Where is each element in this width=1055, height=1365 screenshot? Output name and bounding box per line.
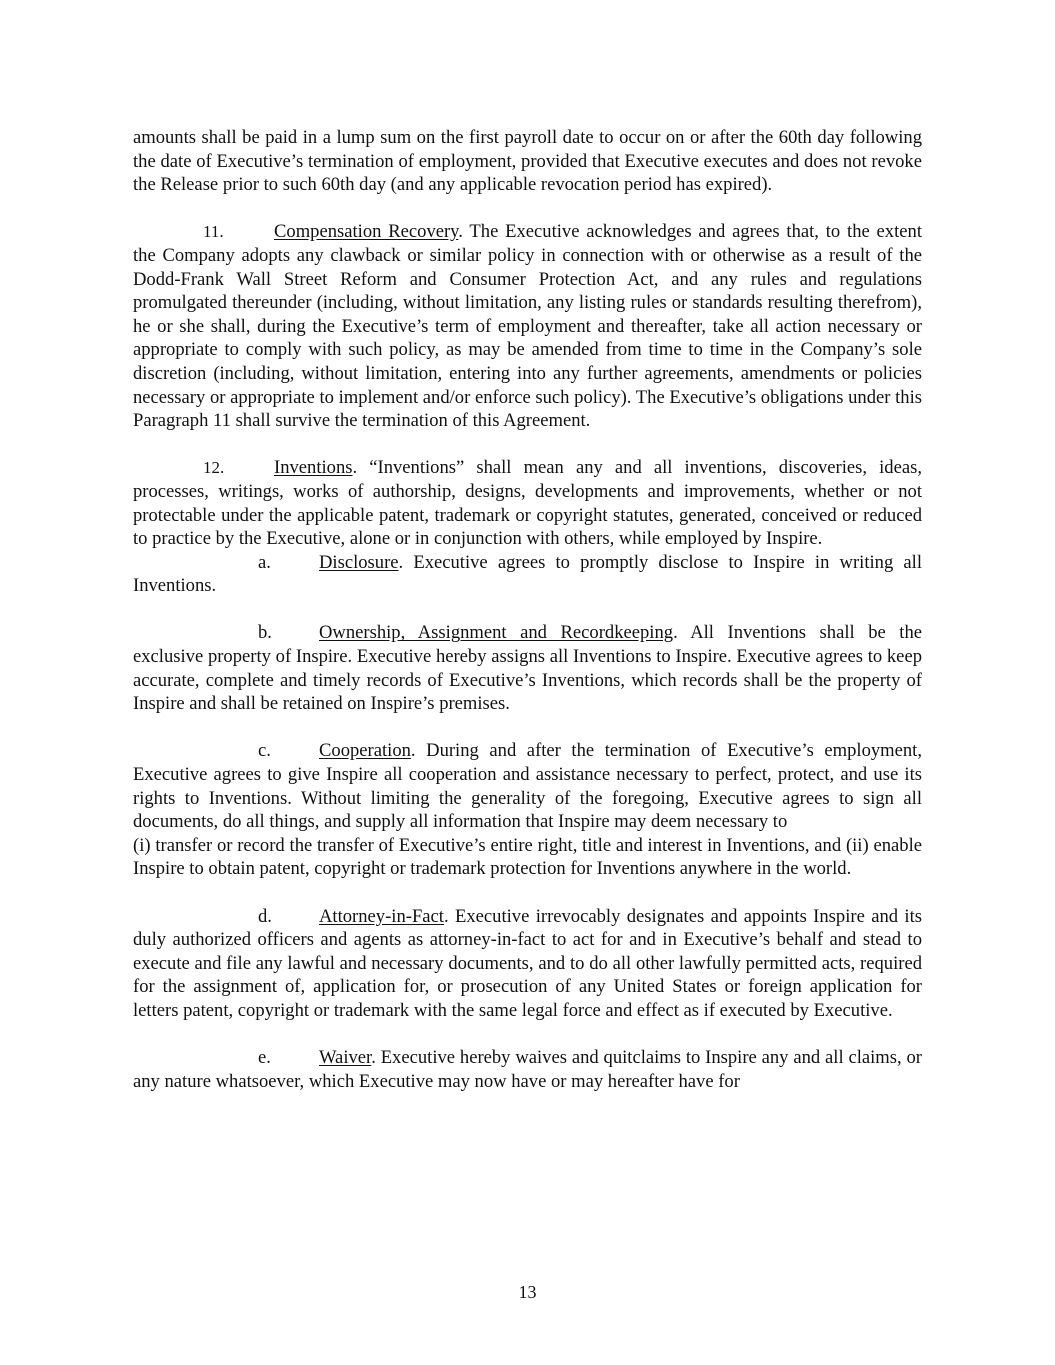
subsection-e	[133, 1046, 922, 1093]
subsection-a-body: . Executive agrees to promptly disclose to Inspire in writing all Inventions.	[133, 551, 922, 597]
subsection-a	[133, 551, 922, 598]
section-11	[133, 220, 922, 432]
section-12-body: . “Inventions” shall mean any and all inventions, discoveries, ideas, processes, writings, works of authorship, designs, developments and improvements, whether or not protectable under the applicable patent, trademark or copyright statutes, generated, conceived or reduced to practice by the Executive, alone or in conjunction with others, while employed by Inspire.	[133, 457, 922, 550]
subsection-e-body: . Executive hereby waives and quitclaims to Inspire any and all claims, or any nature whatsoever, which Executive may now have or may hereafter have for	[133, 1047, 922, 1092]
subsection-d-letter: d.	[258, 905, 272, 927]
section-12	[133, 456, 922, 550]
page-number: 13	[518, 1282, 537, 1302]
subsection-b-heading: Ownership, Assignment and Recordkeeping	[319, 622, 674, 644]
section-11-heading: Compensation Recovery	[274, 221, 459, 243]
subsection-b	[133, 621, 922, 715]
subsection-e-heading: Waiver	[319, 1047, 372, 1069]
subsection-d	[133, 905, 922, 1023]
subsection-c	[133, 739, 922, 833]
intro-paragraph: amounts shall be paid in a lump sum on the first payroll date to occur on or after the 60th day following the date of Executive’s termination of employment, provided that Executive executes and does not revoke the Release prior to such 60th day (and any applicable revocation period has expired).	[133, 127, 922, 196]
subsection-d-heading: Attorney-in-Fact	[319, 905, 444, 927]
subsection-b-letter: b.	[258, 622, 272, 644]
section-12-heading: Inventions	[274, 457, 353, 479]
section-12-number: 12.	[203, 458, 225, 478]
subsection-d-body: . Executive irrevocably designates and appoints Inspire and its duly authorized officers and agents as attorney-in-fact to act for and in Executive’s behalf and stead to execute and file any lawful and necessary documents, and to do all other lawfully permitted acts, required for the assignment of, application for, or prosecution of any United States or foreign application for letters patent, copyright or trademark with the same legal force and effect as if executed by Executive.	[133, 905, 922, 1021]
document-page	[133, 126, 922, 1093]
subsection-e-letter: e.	[258, 1047, 271, 1069]
subsection-a-heading: Disclosure	[319, 551, 399, 573]
subsection-c-heading: Cooperation	[319, 740, 411, 762]
subsection-c-continuation: (i) transfer or record the transfer of Executive’s entire right, title and interest in Inventions, and (ii) enable Inspire to obtain patent, copyright or trademark protection for Inventions anywhere in the world.	[133, 834, 922, 880]
subsection-b-body: . All Inventions shall be the exclusive property of Inspire. Executive hereby assigns all Inventions to Inspire. Executive agrees to keep accurate, complete and timely records of Executive’s Inventions, which records shall be the property of Inspire and shall be retained on Inspire’s premises.	[133, 622, 922, 715]
section-11-body: . The Executive acknowledges and agrees that, to the extent the Company adopts any clawback or similar policy in connection with or otherwise as a result of the Dodd-Frank Wall Street Reform and Consumer Protection Act, and any rules and regulations promulgated thereunder (including, without limitation, any listing rules or standards resulting therefrom), he or she shall, during the Executive’s term of employment and thereafter, take all action necessary or appropriate to comply with such policy, as may be amended from time to time in the Company’s sole discretion (including, without limitation, entering into any further agreements, amendments or policies necessary or appropriate to implement and/or enforce such policy). The Executive’s obligations under this Paragraph 11 shall survive the termination of this Agreement.	[133, 221, 922, 432]
section-11-number: 11.	[203, 222, 224, 242]
subsection-c-body: . During and after the termination of Executive’s employment, Executive agrees to give Inspire all cooperation and assistance necessary to perfect, protect, and use its rights to Inventions. Without limiting the generality of the foregoing, Executive agrees to sign all documents, do all things, and supply all information that Inspire may deem necessary to	[133, 740, 922, 833]
subsection-c-letter: c.	[258, 740, 271, 762]
subsection-a-letter: a.	[258, 551, 271, 573]
